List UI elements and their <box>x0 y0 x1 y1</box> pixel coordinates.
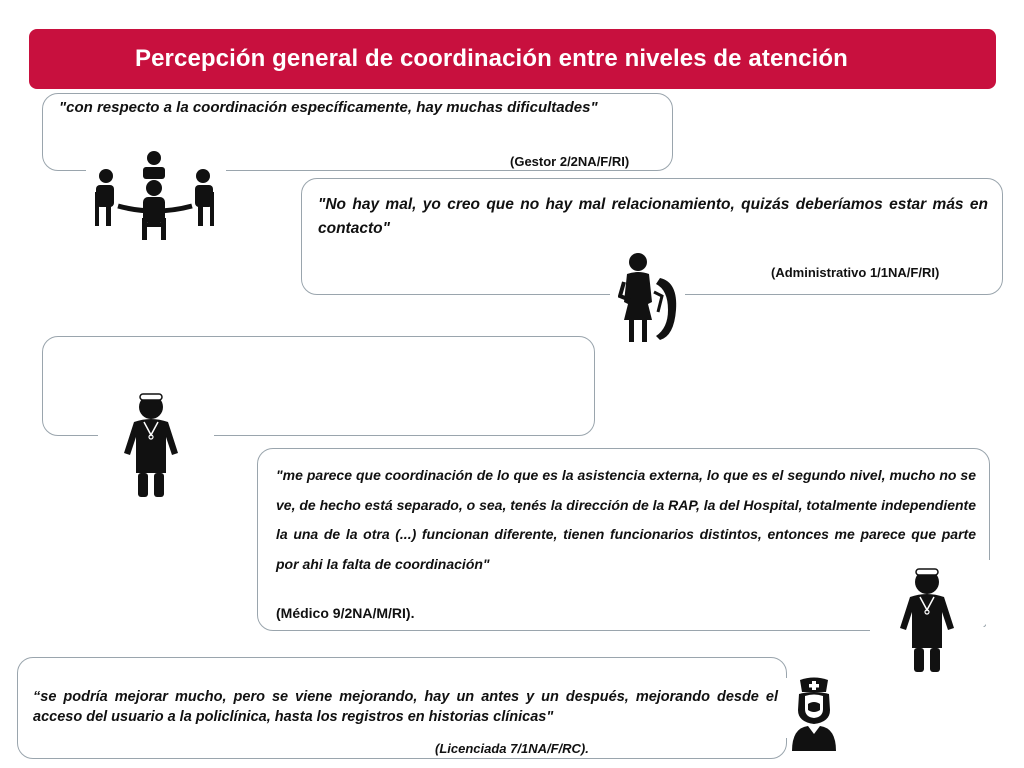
quote-author-medico: (Médico 9/2NA/M/RI). <box>276 605 415 621</box>
page-title: Percepción general de coordinación entre niveles de atención <box>135 45 848 72</box>
quote-text-medico: "me parece que coordinación de lo que es la asistencia externa, lo que es el segundo nivel, mucho no se ve, de hecho está separado, o sea, tenés la dirección de la RAP, la del Hospital, totalmente independiente la una de la otra (...) funcionan diferente, tienen funcionarios distintos, entonces me parece que parte por ahi la falta de coordinación" <box>276 467 976 572</box>
quote-text-licenciada: “se podría mejorar mucho, pero se viene mejorando, hay un antes y un después, mejorando desde el acceso del usuario a la policlínica, hasta los registros en historias clínicas" <box>33 689 778 725</box>
quote-text-gestor: "con respecto a la coordinación específicamente, hay muchas dificultades" <box>59 99 598 116</box>
quote-author-gestor: (Gestor 2/2NA/F/RI) <box>510 154 630 169</box>
quote-author-administrativo: (Administrativo 1/1NA/F/RI) <box>771 265 940 280</box>
quote-text-administrativo: "No hay mal, yo creo que no hay mal relacionamiento, quizás deberíamos estar más en contacto" <box>318 196 988 237</box>
quote-author-licenciada: (Licenciada 7/1NA/F/RC). <box>435 741 589 756</box>
female-doctor-icon <box>120 391 182 499</box>
meeting-group-icon <box>92 150 218 242</box>
female-doctor-icon <box>896 566 958 674</box>
nurse-icon <box>788 676 840 752</box>
woman-phone-icon <box>618 252 680 344</box>
title-banner <box>29 29 996 89</box>
